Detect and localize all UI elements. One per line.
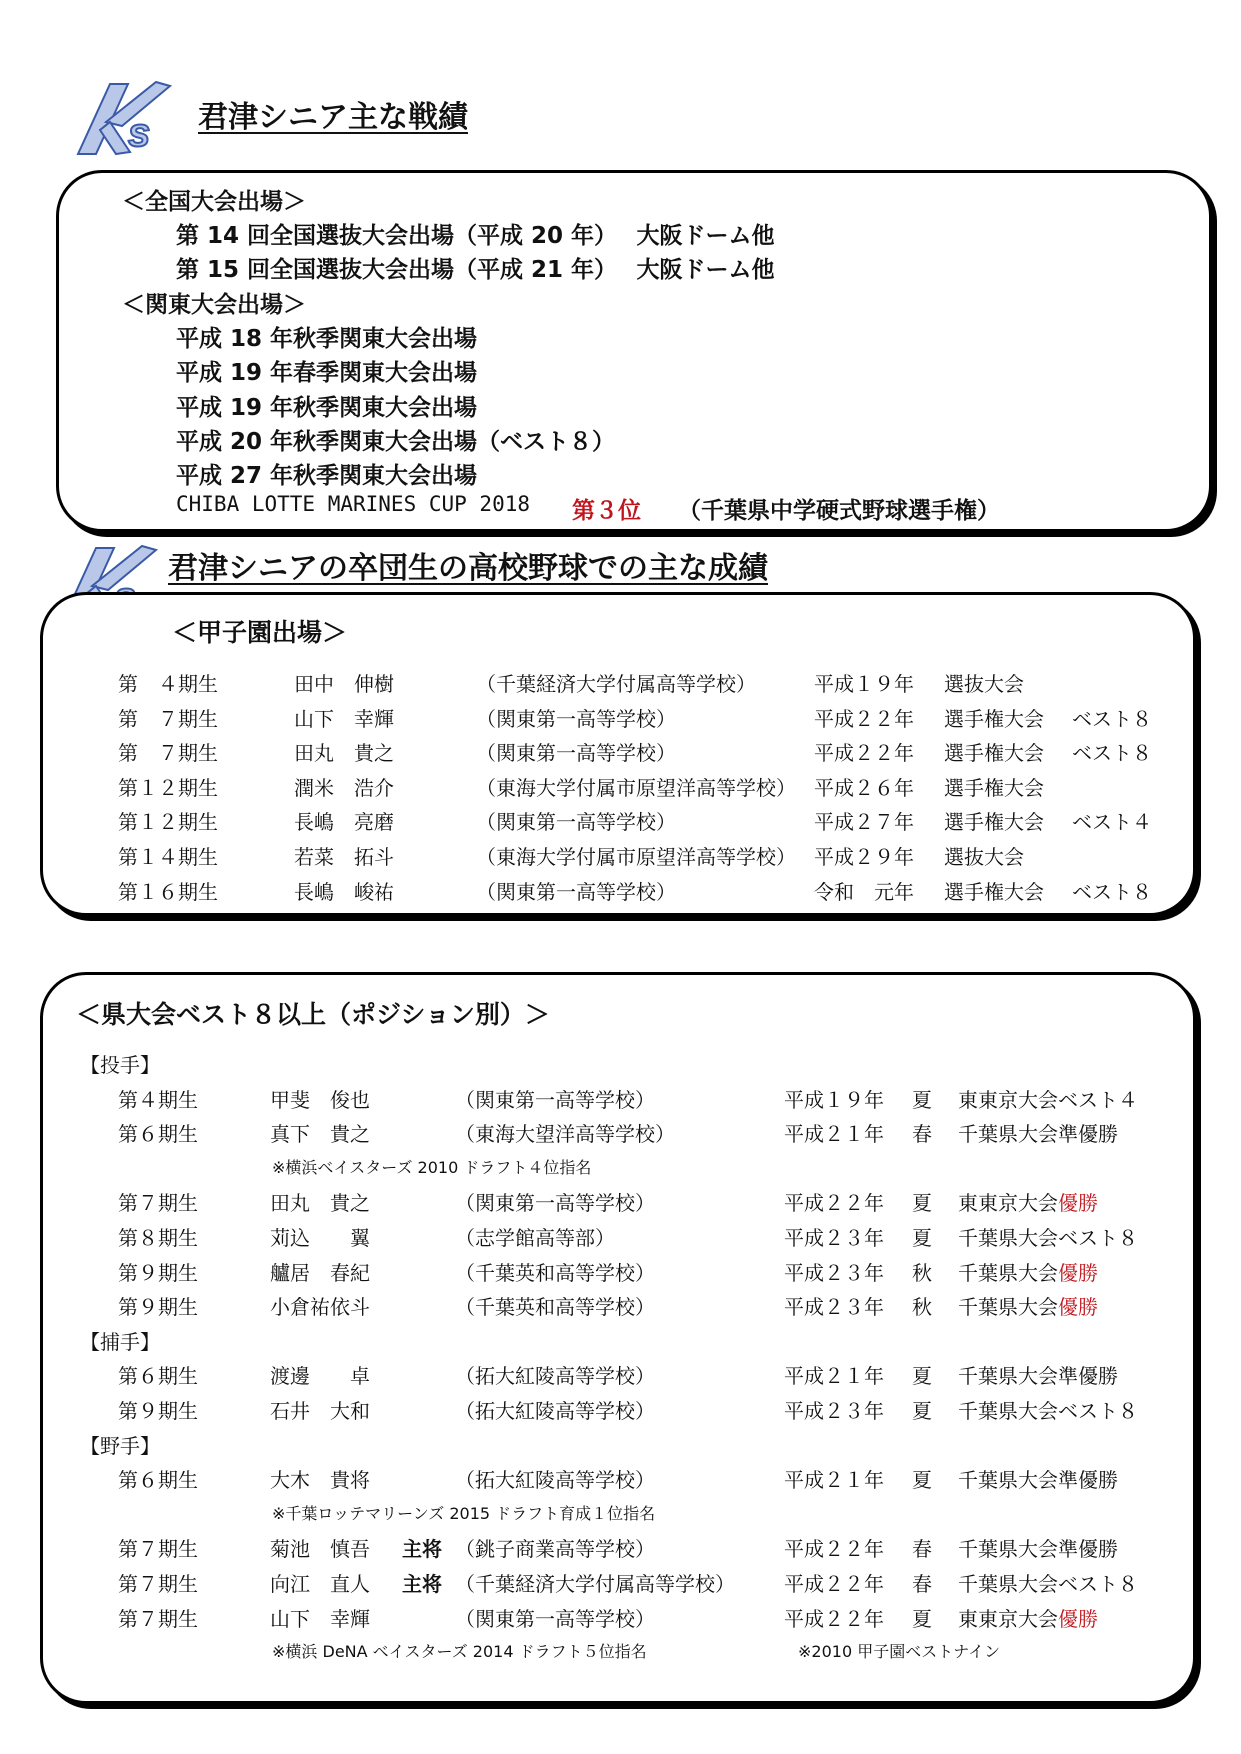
player-result-text: 千葉県大会 [958, 1295, 1058, 1320]
player-school: （千葉英和高等学校） [455, 1295, 655, 1320]
player-year: 平成１９年 [784, 1087, 884, 1112]
player-season: 秋 [912, 1260, 932, 1285]
svg-text:s: s [128, 111, 151, 155]
koshien-school: （東海大学付属市原望洋高等学校） [476, 845, 796, 869]
player-school: （関東第一高等学校） [455, 1191, 655, 1216]
draft-note: ※横浜 DeNA ベイスターズ 2014 ドラフト５位指名 [272, 1642, 647, 1662]
koshien-row [0, 806, 1241, 836]
player-row [0, 1533, 1241, 1563]
player-name: 菊池 慎吾 [270, 1537, 370, 1562]
player-row [0, 1603, 1241, 1633]
player-captain: 主将 [402, 1572, 442, 1596]
player-name: 甲斐 俊也 [270, 1087, 370, 1112]
kanto-line: 平成 20 年秋季関東大会出場（ベスト８） [176, 429, 616, 455]
player-season: 春 [912, 1537, 932, 1562]
player-season: 夏 [912, 1364, 932, 1389]
koshien-school: （関東第一高等学校） [476, 810, 676, 835]
player-year: 平成２１年 [784, 1122, 884, 1147]
player-school: （東海大望洋高等学校） [455, 1122, 675, 1147]
koshien-term: 第 ７期生 [118, 741, 218, 766]
player-name: 真下 貴之 [270, 1122, 370, 1147]
koshien-row [0, 841, 1241, 871]
player-year: 平成２２年 [784, 1537, 884, 1562]
player-name: 艫居 春紀 [270, 1260, 370, 1285]
koshien-school: （千葉経済大学付属高等学校） [476, 672, 756, 696]
draft-note: ※千葉ロッテマリーンズ 2015 ドラフト育成１位指名 [272, 1503, 656, 1523]
koshien-term: 第１２期生 [118, 775, 218, 800]
player-row [0, 1118, 1241, 1148]
player-year: 平成２３年 [784, 1260, 884, 1285]
national-line: 第 14 回全国選抜大会出場（平成 20 年） 大阪ドーム他 [176, 223, 775, 249]
koshien-event: 選手権大会 [944, 741, 1044, 766]
kanto-line: 平成 19 年秋季関東大会出場 [176, 395, 478, 421]
koshien-school: （関東第一高等学校） [476, 879, 676, 904]
koshien-school: （東海大学付属市原望洋高等学校） [476, 775, 796, 800]
player-result [958, 1222, 1138, 1251]
player-season: 夏 [912, 1399, 932, 1423]
player-school: （銚子商業高等学校） [455, 1537, 655, 1562]
player-result-text: 千葉県大会準優勝 [958, 1537, 1118, 1562]
koshien-year: 平成１９年 [814, 672, 914, 696]
koshien-year: 平成２２年 [814, 741, 914, 766]
player-season: 夏 [912, 1606, 932, 1631]
player-year: 平成２２年 [784, 1191, 884, 1216]
koshien-result: ベスト８ [1072, 706, 1152, 731]
national-line: 第 15 回全国選抜大会出場（平成 21 年） 大阪ドーム他 [176, 257, 775, 283]
koshien-name: 潤米 浩介 [294, 775, 394, 800]
koshien-year: 平成２６年 [814, 775, 914, 800]
player-name: 苅込 翼 [270, 1226, 370, 1250]
player-term: 第４期生 [118, 1087, 198, 1112]
ks-logo-icon [70, 76, 174, 160]
player-result-text: 千葉県大会ベスト８ [958, 1226, 1138, 1250]
kanto-line: 平成 19 年春季関東大会出場 [176, 360, 478, 386]
cup-rank: 第３位 [572, 498, 641, 524]
player-name: 小倉祐依斗 [270, 1295, 370, 1320]
koshien-name: 若菜 拓斗 [294, 845, 394, 869]
player-row [0, 1222, 1241, 1252]
player-result [958, 1291, 1098, 1320]
kanto-line: 平成 18 年秋季関東大会出場 [176, 326, 478, 352]
kanto-line: 平成 27 年秋季関東大会出場 [176, 463, 478, 489]
player-name: 向江 直人 [270, 1572, 370, 1596]
player-term: 第７期生 [118, 1606, 198, 1631]
player-result [958, 1603, 1098, 1632]
player-school: （拓大紅陵高等学校） [455, 1399, 655, 1423]
player-result [958, 1568, 1138, 1597]
player-result-text: 千葉県大会ベスト８ [958, 1399, 1138, 1423]
player-year: 平成２３年 [784, 1226, 884, 1250]
koshien-result: ベスト８ [1072, 879, 1152, 904]
player-season: 夏 [912, 1226, 932, 1250]
player-result [958, 1395, 1138, 1424]
koshien-term: 第１４期生 [118, 845, 218, 869]
player-season: 春 [912, 1572, 932, 1596]
position-label: 【捕手】 [80, 1329, 160, 1354]
koshien-school: （関東第一高等学校） [476, 706, 676, 731]
player-result [958, 1464, 1118, 1493]
player-school: （志学館高等部） [455, 1226, 615, 1250]
player-school: （関東第一高等学校） [455, 1606, 655, 1631]
koshien-term: 第 ４期生 [118, 672, 218, 696]
player-name: 田丸 貴之 [270, 1191, 370, 1216]
section1-title: 君津シニア主な戦績 [198, 100, 468, 135]
player-result-text: 千葉県大会ベスト８ [958, 1572, 1138, 1596]
player-row [0, 1084, 1241, 1114]
koshien-name: 長嶋 峻祐 [294, 879, 394, 904]
koshien-year: 平成２７年 [814, 810, 914, 835]
player-term: 第９期生 [118, 1295, 198, 1320]
player-captain: 主将 [402, 1537, 442, 1562]
player-row [0, 1257, 1241, 1287]
player-row [0, 1291, 1241, 1321]
koshien-year: 平成２２年 [814, 706, 914, 731]
player-school: （関東第一高等学校） [455, 1087, 655, 1112]
koshien-name: 山下 幸輝 [294, 706, 394, 731]
player-result-text: 千葉県大会準優勝 [958, 1122, 1118, 1147]
player-result-text: 東東京大会ベスト４ [958, 1087, 1138, 1112]
koshien-name: 田中 伸樹 [294, 672, 394, 696]
player-name: 石井 大和 [270, 1399, 370, 1423]
player-term: 第８期生 [118, 1226, 198, 1250]
player-season: 秋 [912, 1295, 932, 1320]
player-result-highlight: 優勝 [1058, 1260, 1098, 1285]
player-row [0, 1395, 1241, 1425]
player-school: （千葉英和高等学校） [455, 1260, 655, 1285]
koshien-result: ベスト８ [1072, 741, 1152, 766]
player-result-highlight: 優勝 [1058, 1295, 1098, 1320]
player-result [958, 1084, 1138, 1113]
koshien-row [0, 737, 1241, 767]
player-result [958, 1118, 1118, 1147]
koshien-event: 選抜大会 [944, 845, 1024, 869]
player-row [0, 1568, 1241, 1598]
koshien-row [0, 703, 1241, 733]
player-result-text: 千葉県大会準優勝 [958, 1364, 1118, 1389]
koshien-event: 選手権大会 [944, 810, 1044, 835]
player-result-text: 千葉県大会準優勝 [958, 1468, 1118, 1493]
player-term: 第９期生 [118, 1260, 198, 1285]
koshien-school: （関東第一高等学校） [476, 741, 676, 766]
koshien-event: 選手権大会 [944, 706, 1044, 731]
player-term: 第６期生 [118, 1122, 198, 1147]
player-year: 平成２３年 [784, 1399, 884, 1423]
player-result-text: 千葉県大会 [958, 1260, 1058, 1285]
player-row [0, 1464, 1241, 1494]
player-season: 夏 [912, 1191, 932, 1216]
player-year: 平成２２年 [784, 1606, 884, 1631]
cup-event: （千葉県中学硬式野球選手権） [678, 498, 1000, 524]
cup-name: CHIBA LOTTE MARINES CUP 2018 [176, 492, 531, 516]
player-year: 平成２３年 [784, 1295, 884, 1320]
player-school: （拓大紅陵高等学校） [455, 1468, 655, 1493]
koshien-term: 第１２期生 [118, 810, 218, 835]
position-label: 【野手】 [80, 1433, 160, 1458]
player-term: 第７期生 [118, 1537, 198, 1562]
koshien-event: 選手権大会 [944, 879, 1044, 904]
player-result-highlight: 優勝 [1058, 1191, 1098, 1216]
koshien-row [0, 668, 1241, 698]
player-result [958, 1360, 1118, 1389]
position-label: 【投手】 [80, 1053, 160, 1077]
player-row [0, 1187, 1241, 1217]
koshien-name: 長嶋 亮磨 [294, 810, 394, 835]
player-school: （拓大紅陵高等学校） [455, 1364, 655, 1389]
best-nine-note: ※2010 甲子園ベストナイン [798, 1642, 1001, 1662]
kanto-header: ＜関東大会出場＞ [122, 292, 306, 318]
koshien-row [0, 772, 1241, 802]
player-row [0, 1360, 1241, 1390]
section2-title: 君津シニアの卒団生の高校野球での主な成績 [168, 551, 768, 586]
player-term: 第７期生 [118, 1191, 198, 1216]
player-result-text: 東東京大会 [958, 1606, 1058, 1631]
player-season: 春 [912, 1122, 932, 1147]
player-name: 大木 貴将 [270, 1468, 370, 1493]
player-season: 夏 [912, 1087, 932, 1112]
koshien-result: ベスト４ [1072, 810, 1152, 835]
koshien-event: 選抜大会 [944, 672, 1024, 696]
player-name: 山下 幸輝 [270, 1606, 370, 1631]
player-term: 第７期生 [118, 1572, 198, 1596]
player-term: 第９期生 [118, 1399, 198, 1423]
koshien-event: 選手権大会 [944, 775, 1044, 800]
player-term: 第６期生 [118, 1468, 198, 1493]
player-result [958, 1257, 1098, 1286]
player-school: （千葉経済大学付属高等学校） [455, 1572, 735, 1596]
koshien-term: 第 ７期生 [118, 706, 218, 731]
prefecture-header: ＜県大会ベスト８以上（ポジション別）＞ [76, 1000, 550, 1029]
player-result-highlight: 優勝 [1058, 1606, 1098, 1631]
player-result [958, 1187, 1098, 1216]
koshien-row [0, 876, 1241, 906]
national-header: ＜全国大会出場＞ [122, 189, 306, 215]
koshien-term: 第１６期生 [118, 879, 218, 904]
player-year: 平成２１年 [784, 1364, 884, 1389]
player-result [958, 1533, 1118, 1562]
player-name: 渡邊 卓 [270, 1364, 370, 1389]
draft-note: ※横浜ベイスターズ 2010 ドラフト４位指名 [272, 1157, 592, 1177]
koshien-year: 令和 元年 [814, 879, 914, 904]
koshien-name: 田丸 貴之 [294, 741, 394, 766]
koshien-year: 平成２９年 [814, 845, 914, 869]
player-season: 夏 [912, 1468, 932, 1493]
player-result-text: 東東京大会 [958, 1191, 1058, 1216]
player-year: 平成２１年 [784, 1468, 884, 1493]
player-year: 平成２２年 [784, 1572, 884, 1596]
koshien-header: ＜甲子園出場＞ [172, 618, 348, 647]
player-term: 第６期生 [118, 1364, 198, 1389]
